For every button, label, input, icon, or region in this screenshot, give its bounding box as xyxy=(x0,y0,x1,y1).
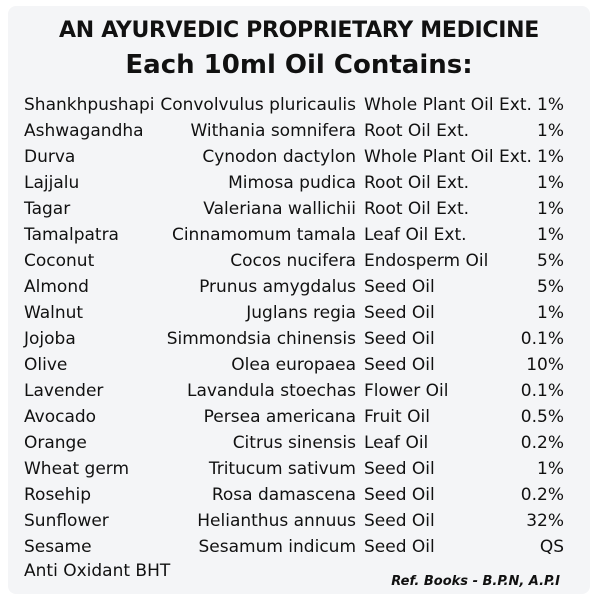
table-row xyxy=(8,327,590,351)
table-row xyxy=(8,431,590,455)
table-row xyxy=(8,197,590,221)
botanical-name: Olea europaea xyxy=(231,355,356,375)
ingredient-name: Avocado xyxy=(24,407,97,427)
botanical-name: Sesamum indicum xyxy=(198,537,356,557)
table-row xyxy=(8,405,590,429)
botanical-name: Persea americana xyxy=(203,407,356,427)
ingredient-amount: 1% xyxy=(537,147,564,167)
ingredient-name: Orange xyxy=(24,433,87,453)
plant-part: Leaf Oil xyxy=(364,433,429,453)
ingredient-name: Walnut xyxy=(24,303,84,323)
ingredient-amount: 1% xyxy=(537,303,564,323)
plant-part: Seed Oil xyxy=(364,511,435,531)
botanical-name: Mimosa pudica xyxy=(228,173,356,193)
table-row xyxy=(8,301,590,325)
ingredient-amount: 0.5% xyxy=(520,407,564,427)
plant-part: Seed Oil xyxy=(364,303,435,323)
plant-part: Whole Plant Oil Ext. xyxy=(364,95,532,115)
ingredient-amount: 5% xyxy=(537,251,564,271)
plant-part: Whole Plant Oil Ext. xyxy=(364,147,532,167)
ingredient-amount: 0.1% xyxy=(520,381,564,401)
botanical-name: Convolvulus pluricaulis xyxy=(160,95,356,115)
ingredient-amount: 1% xyxy=(537,459,564,479)
plant-part: Flower Oil xyxy=(364,381,449,401)
table-row xyxy=(8,249,590,273)
reference-note: Ref. Books - B.P.N, A.P.I xyxy=(391,574,560,589)
botanical-name: Cocos nucifera xyxy=(230,251,356,271)
ingredient-name: Durva xyxy=(24,147,76,167)
plant-part: Leaf Oil Ext. xyxy=(364,225,467,245)
botanical-name: Cynodon dactylon xyxy=(202,147,356,167)
antioxidant-note: Anti Oxidant BHT xyxy=(24,561,171,581)
ingredient-amount: 0.2% xyxy=(520,433,564,453)
table-row xyxy=(8,535,590,559)
table-row xyxy=(8,353,590,377)
table-row xyxy=(8,171,590,195)
ingredient-amount: QS xyxy=(539,537,564,557)
botanical-name: Valeriana wallichii xyxy=(203,199,356,219)
ingredient-name: Coconut xyxy=(24,251,95,271)
ingredient-name: Lajjalu xyxy=(24,173,80,193)
ingredient-name: Tagar xyxy=(24,199,71,219)
ingredient-name: Ashwagandha xyxy=(24,121,144,141)
ingredient-amount: 5% xyxy=(537,277,564,297)
botanical-name: Cinnamomum tamala xyxy=(171,225,356,245)
botanical-name: Helianthus annuus xyxy=(197,511,356,531)
ingredient-name: Tamalpatra xyxy=(24,225,119,245)
plant-part: Fruit Oil xyxy=(364,407,430,427)
table-row xyxy=(8,509,590,533)
ingredient-amount: 1% xyxy=(537,121,564,141)
table-row xyxy=(8,379,590,403)
ingredient-name: Sesame xyxy=(24,537,92,557)
botanical-name: Lavandula stoechas xyxy=(186,381,356,401)
plant-part: Seed Oil xyxy=(364,485,435,505)
ingredient-amount: 0.2% xyxy=(520,485,564,505)
ingredient-amount: 0.1% xyxy=(520,329,564,349)
ingredient-name: Lavender xyxy=(24,381,104,401)
ingredient-name: Olive xyxy=(24,355,68,375)
table-row xyxy=(8,145,590,169)
ingredient-amount: 1% xyxy=(537,95,564,115)
label-title: AN AYURVEDIC PROPRIETARY MEDICINE xyxy=(59,18,539,43)
ingredient-name: Shankhpushapi xyxy=(24,95,155,115)
table-row xyxy=(8,483,590,507)
ingredient-name: Sunflower xyxy=(24,511,109,531)
ingredient-amount: 1% xyxy=(537,173,564,193)
botanical-name: Withania somnifera xyxy=(190,121,356,141)
botanical-name: Citrus sinensis xyxy=(232,433,356,453)
plant-part: Seed Oil xyxy=(364,277,435,297)
ingredient-label xyxy=(8,6,590,594)
botanical-name: Juglans regia xyxy=(246,303,356,323)
table-row xyxy=(8,93,590,117)
ingredient-name: Jojoba xyxy=(24,329,76,349)
botanical-name: Tritucum sativum xyxy=(208,459,356,479)
plant-part: Seed Oil xyxy=(364,459,435,479)
ingredient-amount: 32% xyxy=(526,511,564,531)
ingredient-name: Rosehip xyxy=(24,485,92,505)
plant-part: Root Oil Ext. xyxy=(364,199,470,219)
ingredient-name: Almond xyxy=(24,277,89,297)
label-subtitle: Each 10ml Oil Contains: xyxy=(125,50,473,80)
botanical-name: Simmondsia chinensis xyxy=(166,329,356,349)
table-row xyxy=(8,119,590,143)
botanical-name: Rosa damascena xyxy=(211,485,356,505)
table-row xyxy=(8,275,590,299)
ingredient-amount: 10% xyxy=(526,355,564,375)
plant-part: Seed Oil xyxy=(364,355,435,375)
botanical-name: Prunus amygdalus xyxy=(199,277,356,297)
ingredient-amount: 1% xyxy=(537,199,564,219)
ingredient-name: Wheat germ xyxy=(24,459,130,479)
plant-part: Root Oil Ext. xyxy=(364,173,470,193)
plant-part: Endosperm Oil xyxy=(364,251,489,271)
plant-part: Seed Oil xyxy=(364,329,435,349)
table-row xyxy=(8,223,590,247)
table-row xyxy=(8,457,590,481)
plant-part: Root Oil Ext. xyxy=(364,121,470,141)
ingredient-amount: 1% xyxy=(537,225,564,245)
plant-part: Seed Oil xyxy=(364,537,435,557)
